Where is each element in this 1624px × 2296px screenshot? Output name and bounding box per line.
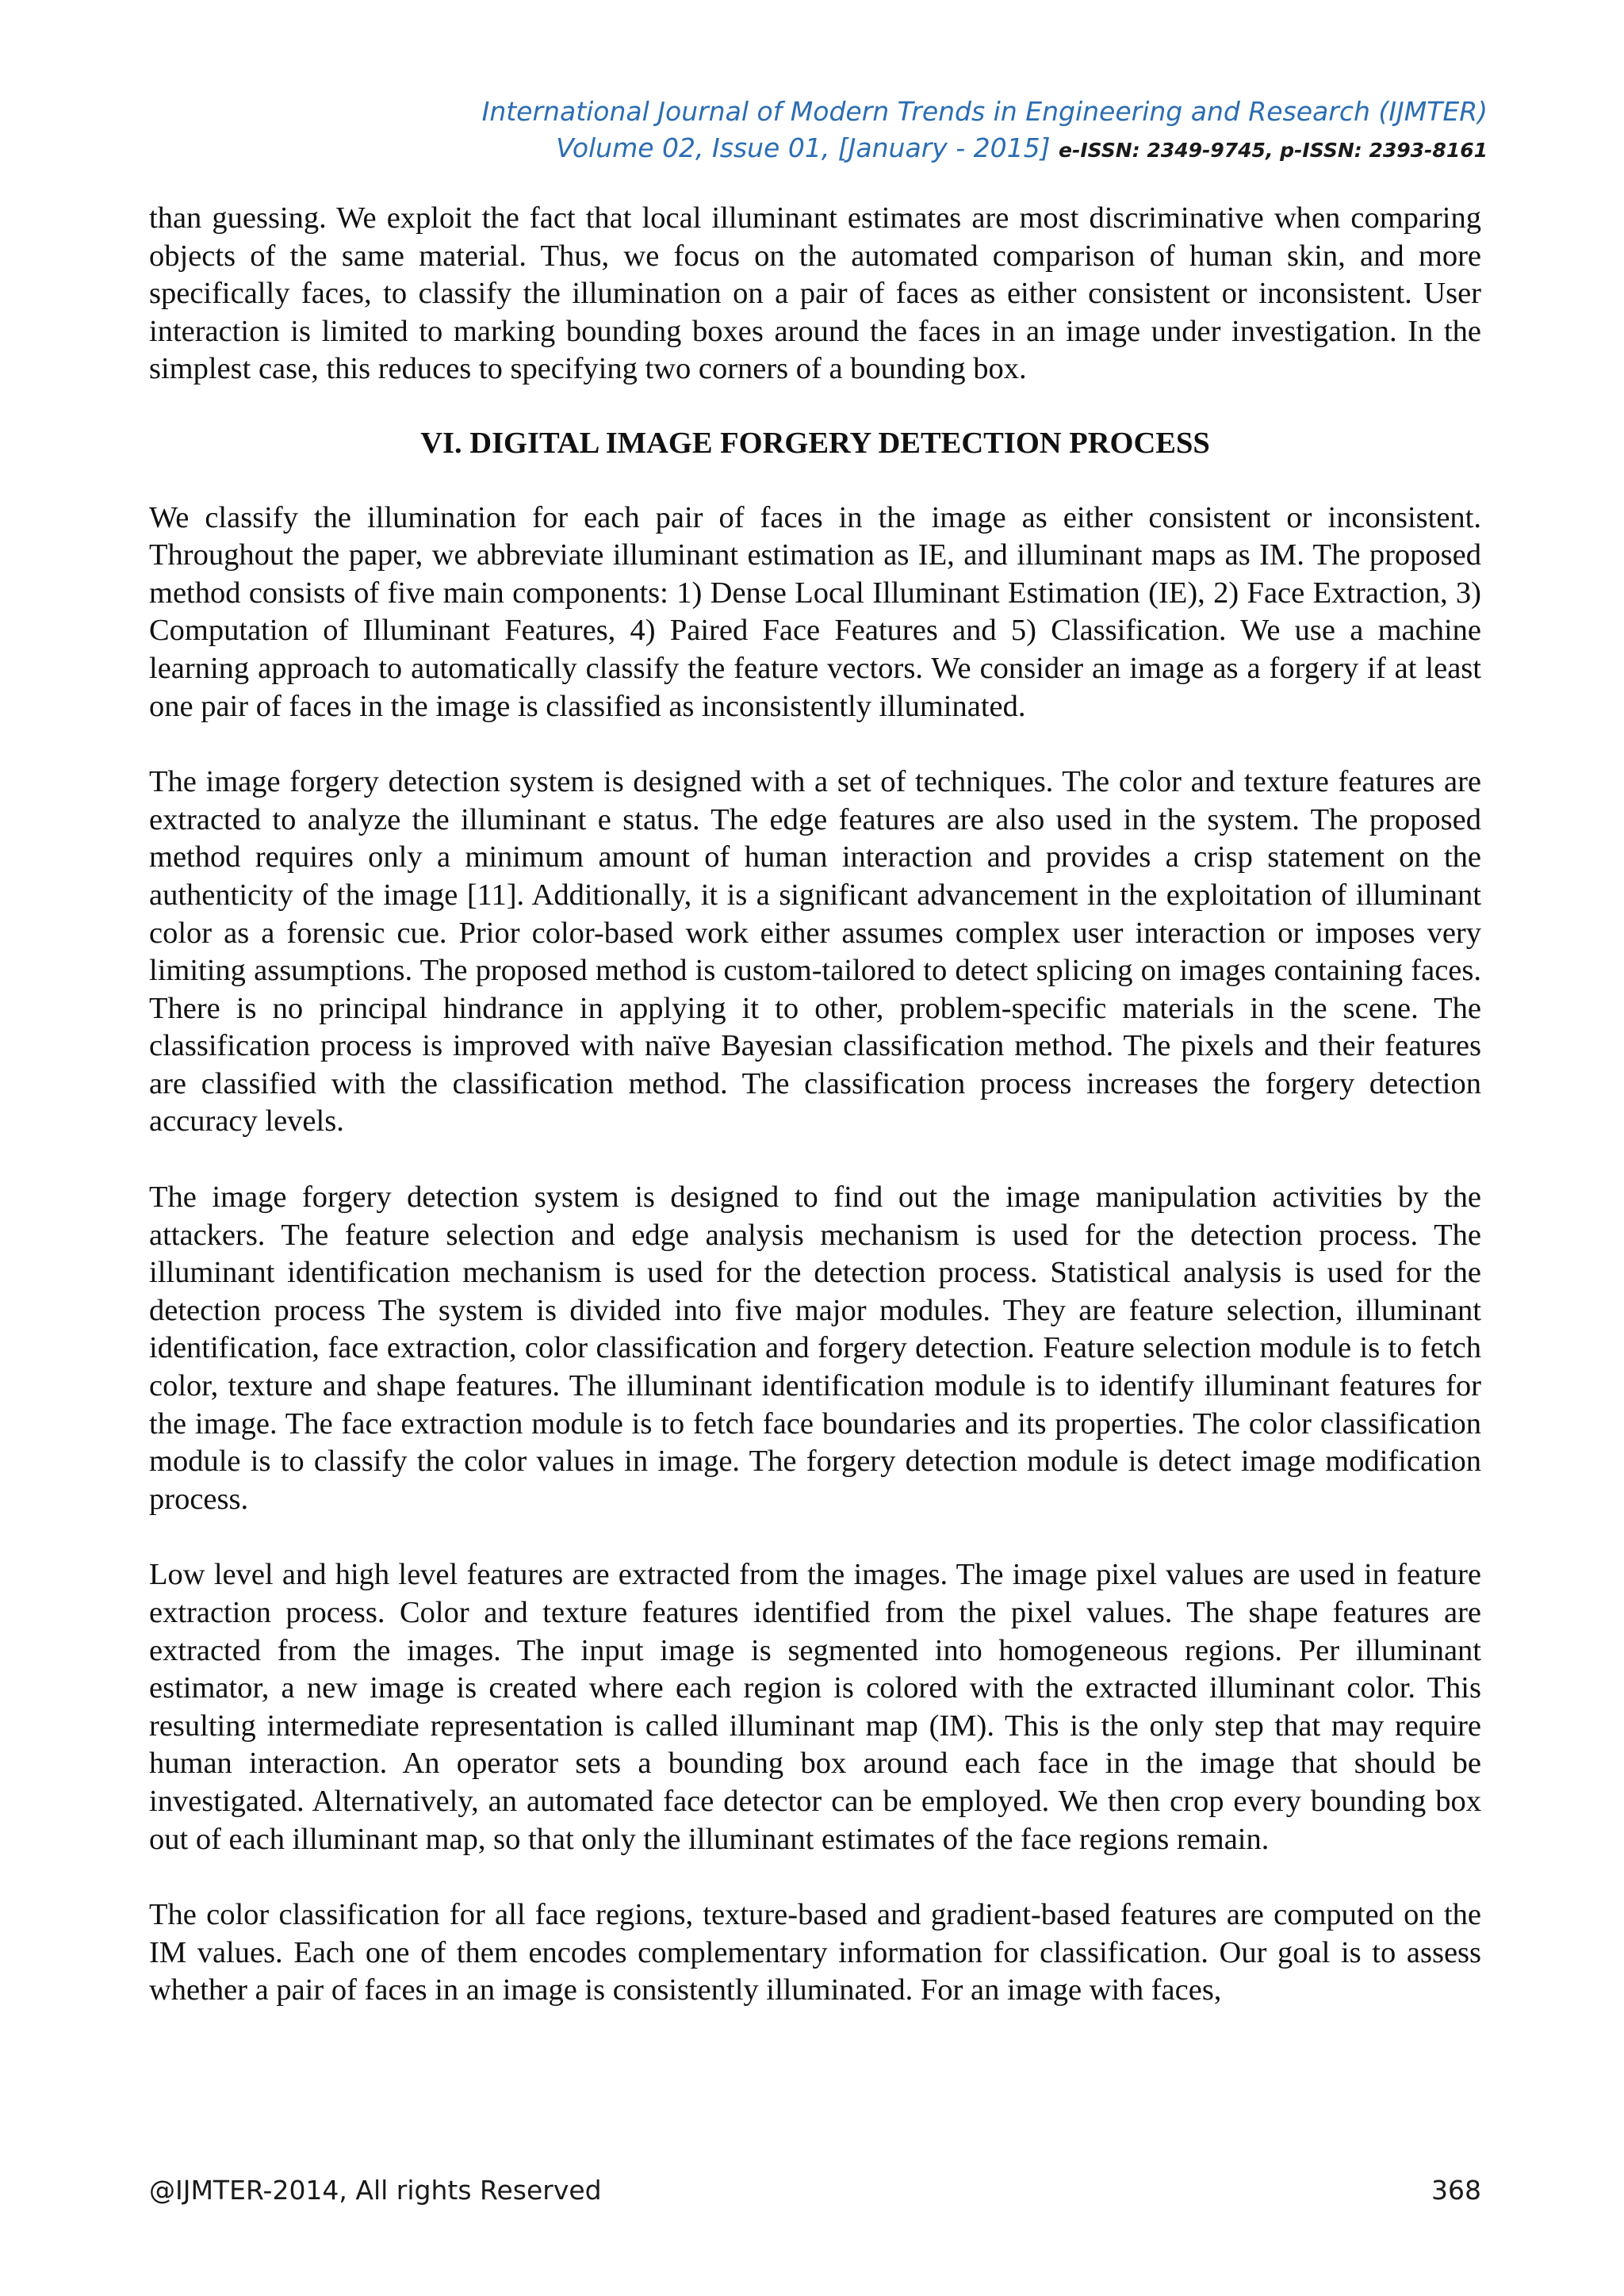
copyright-notice: @IJMTER-2014, All rights Reserved <box>149 2175 602 2206</box>
journal-issn: e-ISSN: 2349-9745, p-ISSN: 2393-8161 <box>1059 139 1488 162</box>
journal-title: International Journal of Modern Trends in Engineering and Research (IJMTER) <box>481 96 1488 127</box>
paragraph-5: Low level and high level features are extracted from the images. The image pixel values are used in feature extraction process. Color and texture features identified from the pixel values. The shape features are extracted from the images. The input image is segmented into homogeneous regions. Per illuminant estimator, a new image is created where each region is colored with the extracted illuminant color. This resulting intermediate representation is called illuminant map (IM). This is the only step that may require human interaction. An operator sets a bounding box around each face in the image that should be investigated. Alternatively, an automated face detector can be employed. We then crop every bounding box out of each illuminant map, so that only the illuminant estimates of the face regions remain. <box>149 1558 1481 1856</box>
page-number: 368 <box>1431 2175 1481 2206</box>
article-body <box>149 200 1481 2010</box>
journal-header <box>482 94 1488 169</box>
journal-volume: Volume 02, Issue 01, [January - 2015] <box>556 132 1051 163</box>
paragraph-6: The color classification for all face regions, texture-based and gradient-based features are computed on the IM values. Each one of them encodes complementary information for classification. Our goal is to assess whether a pair of faces in an image is consistently illuminated. For an image with faces, <box>149 1898 1481 2007</box>
paragraph-2: We classify the illumination for each pair of faces in the image as either consistent or inconsistent. Throughout the paper, we abbreviate illuminant estimation as IE, and illuminant maps as IM. The proposed method consists of five main components: 1) Dense Local Illuminant Estimation (IE), 2) Face Extraction, 3) Computation of Illuminant Features, 4) Paired Face Features and 5) Classification. We use a machine learning approach to automatically classify the feature vectors. We consider an image as a forgery if at least one pair of faces in the image is classified as inconsistently illuminated. <box>149 500 1481 723</box>
paragraph-4: The image forgery detection system is designed to find out the image manipulation activities by the attackers. The feature selection and edge analysis mechanism is used for the detection process. The illuminant identification mechanism is used for the detection process. Statistical analysis is used for the detection process The system is divided into five major modules. They are feature selection, illuminant identification, face extraction, color classification and forgery detection. Feature selection module is to fetch color, texture and shape features. The illuminant identification module is to identify illuminant features for the image. The face extraction module is to fetch face boundaries and its properties. The color classification module is to classify the color values in image. The forgery detection module is detect image modification process. <box>149 1181 1481 1516</box>
section-heading: VI. DIGITAL IMAGE FORGERY DETECTION PROCESS <box>420 426 1210 460</box>
paragraph-1: than guessing. We exploit the fact that local illuminant estimates are most discriminative when comparing objects of the same material. Thus, we focus on the automated comparison of human skin, and more specifically faces, to classify the illumination on a pair of faces as either consistent or inconsistent. User interaction is limited to marking bounding boxes around the faces in an image under investigation. In the simplest case, this reduces to specifying two corners of a bounding box. <box>149 201 1481 386</box>
paragraph-3: The image forgery detection system is designed with a set of techniques. The color and texture features are extracted to analyze the illuminant e status. The edge features are also used in the system. The proposed method requires only a minimum amount of human interaction and provides a crisp statement on the authenticity of the image [11]. Additionally, it is a significant advancement in the exploitation of illuminant color as a forensic cue. Prior color-based work either assumes complex user interaction or imposes very limiting assumptions. The proposed method is custom-tailored to detect splicing on images containing faces. There is no principal hindrance in applying it to other, problem-specific materials in the scene. The classification process is improved with naïve Bayesian classification method. The pixels and their features are classified with the classification method. The classification process increases the forgery detection accuracy levels. <box>149 765 1481 1138</box>
journal-volume-line <box>482 130 1488 169</box>
